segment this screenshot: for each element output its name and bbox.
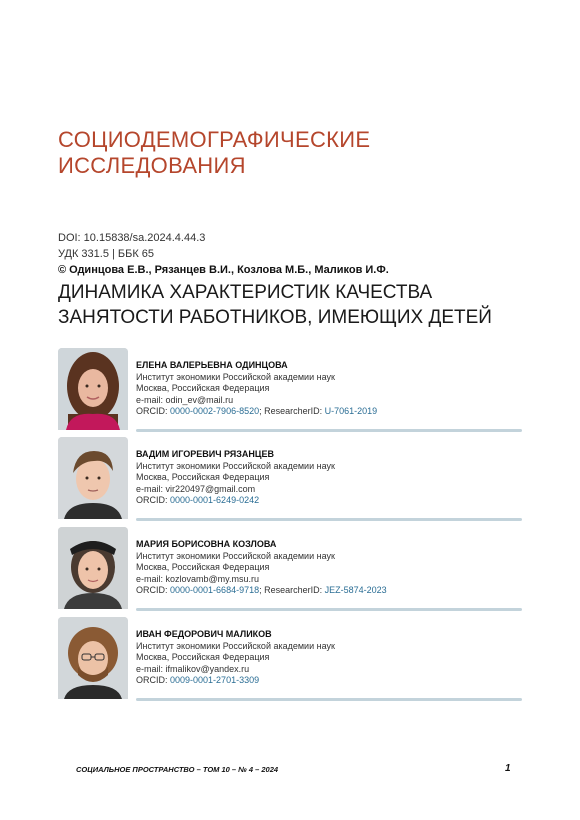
author-card <box>58 348 522 430</box>
author-location: Москва, Российская Федерация <box>136 383 270 393</box>
researcherid-link[interactable]: JEZ-5874-2023 <box>324 585 387 595</box>
researcherid-link[interactable]: U-7061-2019 <box>324 406 378 416</box>
article-meta <box>58 230 389 278</box>
orcid-link[interactable]: 0009-0001-2701-3309 <box>170 675 260 685</box>
author-affiliation: Институт экономики Российской академии наук <box>136 460 335 471</box>
author-affiliation: Институт экономики Российской академии наук <box>136 640 335 651</box>
author-ids: ORCID: 0000-0001-6249-0242 <box>136 495 260 505</box>
author-ids: ORCID: 0009-0001-2701-3309 <box>136 675 260 685</box>
divider <box>136 429 522 432</box>
author-location: Москва, Российская Федерация <box>136 652 270 662</box>
author-info <box>136 360 377 418</box>
divider <box>136 608 522 611</box>
orcid-link[interactable]: 0000-0002-7906-8520 <box>170 406 260 416</box>
author-info <box>136 629 335 687</box>
article-title <box>58 280 528 330</box>
author-name: МАРИЯ БОРИСОВНА КОЗЛОВА <box>136 539 277 549</box>
section-title: СОЦИОДЕМОГРАФИЧЕСКИЕ ИССЛЕДОВАНИЯ <box>58 127 371 178</box>
divider <box>136 518 522 521</box>
udk-bbk: УДК 331.5 | ББК 65 <box>58 248 155 260</box>
author-location: Москва, Российская Федерация <box>136 472 270 482</box>
author-email[interactable]: e-mail: odin_ev@mail.ru <box>136 394 234 405</box>
page-number: 1 <box>505 763 511 774</box>
article-title-line-1: ДИНАМИКА ХАРАКТЕРИСТИК КАЧЕСТВА <box>58 282 433 303</box>
author-ids: ORCID: 0000-0001-6684-9718; ResearcherID: JEZ-5874-2023 <box>136 585 387 595</box>
author-email[interactable]: e-mail: kozlovamb@my.msu.ru <box>136 573 259 584</box>
author-email[interactable]: e-mail: ifmalikov@yandex.ru <box>136 663 250 674</box>
author-email[interactable]: e-mail: vir220497@gmail.com <box>136 483 256 494</box>
author-info <box>136 539 387 597</box>
journal-footer: СОЦИАЛЬНОЕ ПРОСТРАНСТВО – ТОМ 10 – № 4 – 2024 <box>76 765 279 774</box>
author-card <box>58 437 522 519</box>
copyright-authors: © Одинцова Е.В., Рязанцев В.И., Козлова М.Б., Маликов И.Ф. <box>58 264 389 276</box>
author-photo <box>58 348 128 430</box>
author-card <box>58 617 522 699</box>
author-name: ИВАН ФЕДОРОВИЧ МАЛИКОВ <box>136 629 272 639</box>
author-name: ЕЛЕНА ВАЛЕРЬЕВНА ОДИНЦОВА <box>136 360 288 370</box>
author-photo <box>58 437 128 519</box>
author-location: Москва, Российская Федерация <box>136 562 270 572</box>
author-ids: ORCID: 0000-0002-7906-8520; ResearcherID: U-7061-2019 <box>136 406 378 416</box>
divider <box>136 698 522 701</box>
orcid-link[interactable]: 0000-0001-6249-0242 <box>170 495 260 505</box>
author-card <box>58 527 522 609</box>
author-info <box>136 449 335 507</box>
author-affiliation: Институт экономики Российской академии наук <box>136 550 335 561</box>
author-photo <box>58 617 128 699</box>
author-affiliation: Институт экономики Российской академии наук <box>136 371 335 382</box>
orcid-link[interactable]: 0000-0001-6684-9718 <box>170 585 260 595</box>
author-name: ВАДИМ ИГОРЕВИЧ РЯЗАНЦЕВ <box>136 449 274 459</box>
article-title-line-2: ЗАНЯТОСТИ РАБОТНИКОВ, ИМЕЮЩИХ ДЕТЕЙ <box>58 307 492 328</box>
doi[interactable]: DOI: 10.15838/sa.2024.4.44.3 <box>58 232 206 244</box>
author-photo <box>58 527 128 609</box>
